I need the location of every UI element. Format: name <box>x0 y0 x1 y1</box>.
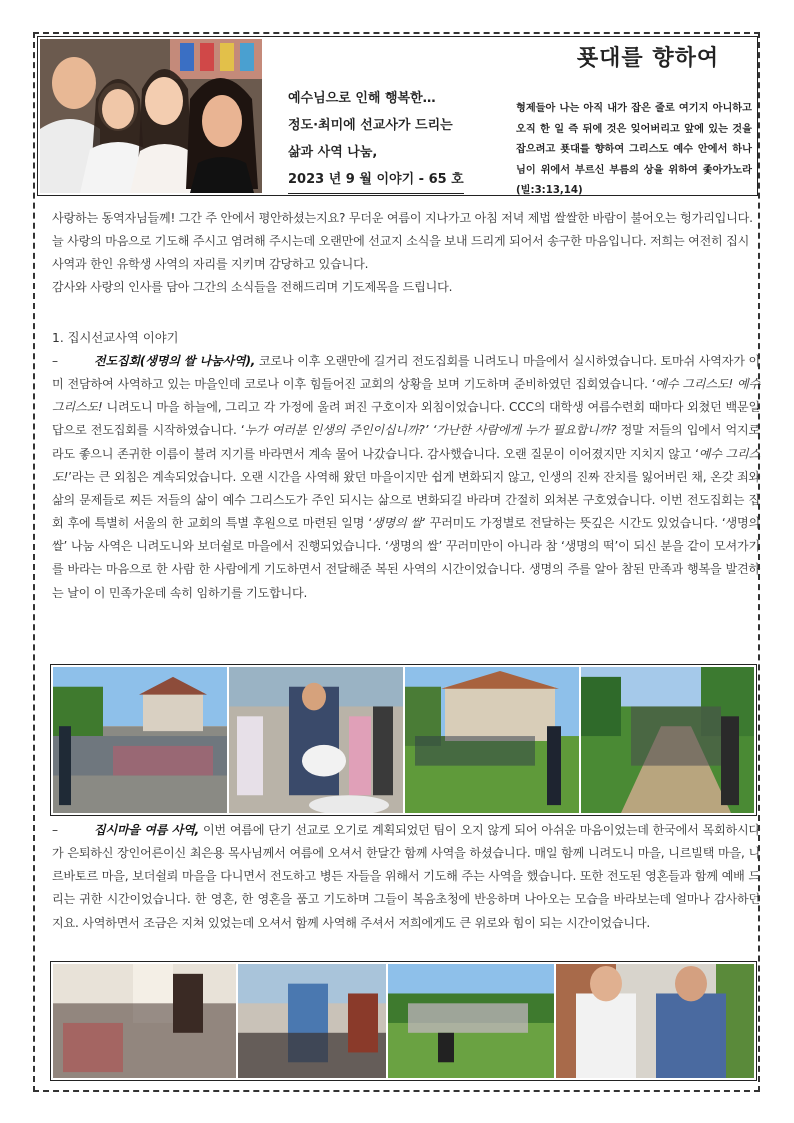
greeting-paragraph: 사랑하는 동역자님들께! 그간 주 안에서 평안하셨는지요? 무더운 여름이 지나가고 아침 저녁 제법 쌀쌀한 바람이 불어오는 헝가리입니다. 늘 사랑의 마음으로 기도해 주시고 염려해 주시는데 오랜만에 선교지 소식을 보내 드리게 되어서 송구한 마음입니다. 저희는 여전히 집시사역과 한인 유학생 사역의 자리를 지키며 감당하고 있습니다. <box>52 211 753 272</box>
outreach-photo <box>53 667 227 813</box>
outreach-photo-row <box>50 664 757 816</box>
intro-block <box>288 85 488 194</box>
outreach-photo <box>229 667 403 813</box>
summer-photo-row <box>50 961 757 1081</box>
intro-line: 예수님으로 인해 행복한… <box>288 91 436 106</box>
outreach-photo <box>581 667 754 813</box>
text-run: 이번 여름에 단기 선교로 오기로 계획되었던 팀이 오지 않게 되어 아쉬운 마음이었는데 한국에서 목회하시다가 은퇴하신 장인어른이신 최은용 목사님께서 여름에 오셔서 한달간 함께 사역을 하셨습니다. 매일 함께 니려도니 마을, 니르빌택 마을, 니르바토르 마을, 보더쉴뢰 마을을 다니면서 전도하고 병든 자들을 위해서 기도해 주는 사역을 했습니다. 또한 전도된 영혼들과 함께 예배 드리는 귀한 시간이었습니다. 한 영혼, 한 영혼을 품고 기도하며 그들이 복음초청에 반응하며 나아오는 모습을 바라보는데 얼마나 감사하던지요. 사역하면서 조금은 지쳐 있었는데 오셔서 함께 사역해 주셔서 저희에게도 큰 위로와 힘이 되는 시간이었습니다. <box>52 823 760 930</box>
section-heading: 1. 집시선교사역 이야기 <box>52 331 179 345</box>
text-run-italic: 생명의 쌀 <box>371 516 422 531</box>
text-run: ’ 꾸러미도 가정별로 전달하는 뜻깊은 시간도 있었습니다. ‘생명의 쌀’ 나눔 사역은 니려도니와 보더쉴로 마을에서 진행되었습니다. ‘생명의 쌀’ 꾸러미만이 아니라 참 ‘생명의 떡’이 되신 분을 같이 모셔가기를 바라는 마음으로 한 사람 한 사람에게 기도하면서 전달해준 복된 사역의 시간이었습니다. 생명의 주를 알아 참된 만족과 행복을 발견하는 날이 이 민족가운데 속히 임하기를 기도합니다. <box>52 516 761 600</box>
banner-title: 푯대를 향하여 <box>576 46 720 71</box>
text-run: 코로나 이후 오랜만에 길거리 전도집회를 니려도니 마을에서 실시하였습니다. 토마쉬 사역자가 이미 전담하여 사역하고 있는 마을인데 코로나 이후 힘들어진 교회의 상황을 보며 기도하며 준비하였던 집회였습니다. ‘ <box>52 354 760 392</box>
text-run-italic: 예수 그리스도! 예수 그리스도! <box>52 377 760 415</box>
intro-line: 삶과 사역 나눔, <box>288 145 378 160</box>
outreach-photo <box>405 667 579 813</box>
greeting <box>52 207 760 300</box>
bible-verse: 형제들아 나는 아직 내가 잡은 줄로 여기지 아니하고 오직 한 일 즉 뒤에 것은 잊어버리고 앞에 있는 것을 잡으려고 푯대를 향하여 그리스도 예수 안에서 하나님이 위에서 부르신 부름의 상을 위하여 좇아가노라 (빌:3:13,14) <box>516 103 752 196</box>
text-run-italic: 누가 여러분 인생의 주인이십니까?’ ‘가난한 사람에게 누가 필요합니까? <box>244 423 617 438</box>
summer-paragraph <box>52 819 760 935</box>
issue-line: 2023 년 9 월 이야기 - 65 호 <box>288 166 464 194</box>
outreach-lead: 전도집회(생명의 쌀 나눔사역), <box>94 354 256 368</box>
text-run-italic: 예수 그리스도! <box>52 446 761 484</box>
outreach-paragraph <box>52 350 760 605</box>
summer-photo <box>388 964 554 1078</box>
newsletter-header <box>37 36 758 196</box>
summer-lead: 집시마을 여름 사역, <box>94 823 199 837</box>
summer-photo <box>53 964 236 1078</box>
list-dash: – <box>52 823 58 837</box>
list-dash: – <box>52 354 58 368</box>
greeting-paragraph: 감사와 사랑의 인사를 담아 그간의 소식들을 전해드리며 기도제목을 드립니다. <box>52 280 453 295</box>
summer-photo <box>556 964 754 1078</box>
summer-photo <box>238 964 386 1078</box>
family-photo <box>40 39 262 193</box>
text-run: 니려도니 마을 하늘에, 그리고 각 가정에 울려 퍼진 구호이자 외침이었습니다. CCC의 대학생 여름수련회 때마다 외쳤던 백문일답으로 전도집회를 시작하였습니다. ‘ <box>52 400 760 438</box>
text-run: ’라는 큰 외침은 계속되었습니다. 오랜 시간을 사역해 왔던 마을이지만 쉽게 변화되지 않고, 인생의 진짜 잔치를 잃어버린 채, 온갖 죄와 삶의 문제들로 찌든 저들의 삶이 예수 그리스도가 주인 되시는 삶으로 변화되길 바라며 간절히 외쳐본 구호였습니다. 이번 전도집회는 집회 후에 특별히 서울의 한 교회의 특별 후원으로 마련된 일명 ‘ <box>52 469 760 531</box>
intro-line: 정도·최미에 선교사가 드리는 <box>288 118 453 133</box>
text-run: 정말 저들의 입에서 억지로라도 좋으니 존귀한 이름이 불려 지기를 바라면서 계속 물어 나갔습니다. 감사했습니다. 오랜 질문이 이어졌지만 지치지 않고 ‘ <box>52 423 761 461</box>
